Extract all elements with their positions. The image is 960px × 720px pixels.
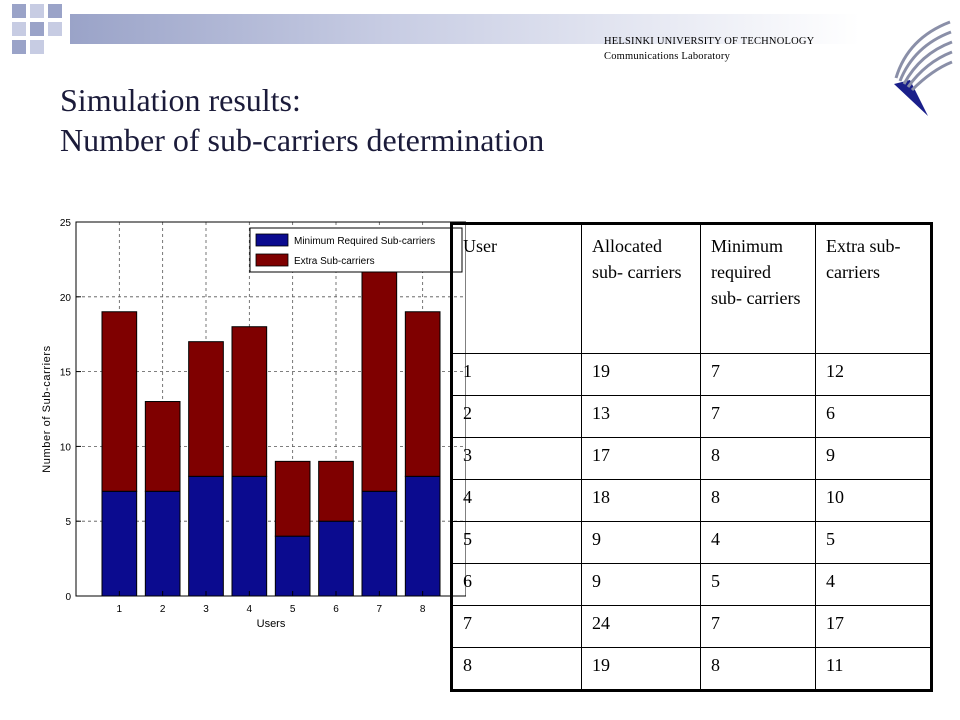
table-cell: 19 xyxy=(582,354,701,396)
table-row xyxy=(452,480,932,522)
table-row xyxy=(452,522,932,564)
legend-swatch xyxy=(256,234,288,246)
bar-extra xyxy=(102,312,137,492)
y-tick-label: 10 xyxy=(59,442,71,454)
table-cell: 8 xyxy=(701,480,816,522)
table-cell: 17 xyxy=(582,438,701,480)
bar-extra xyxy=(232,327,267,477)
table-cell: 4 xyxy=(816,564,932,606)
table-cell: 24 xyxy=(582,606,701,648)
bar-min-required xyxy=(145,491,180,596)
bar-min-required xyxy=(189,476,224,596)
bar-min-required xyxy=(362,491,397,596)
header-allocated: Allocated sub- carriers xyxy=(582,224,701,354)
table-cell: 9 xyxy=(582,564,701,606)
table-cell: 7 xyxy=(701,354,816,396)
x-tick-label: 2 xyxy=(159,604,166,615)
x-axis-label: Users xyxy=(256,618,286,630)
university-logo-icon xyxy=(888,18,954,118)
table-header-row xyxy=(452,224,932,354)
header-user: User xyxy=(452,224,582,354)
deco-square xyxy=(12,22,26,36)
title-line-1: Simulation results: xyxy=(60,82,301,118)
table-cell: 9 xyxy=(816,438,932,480)
y-tick-label: 0 xyxy=(65,592,71,603)
table-cell: 10 xyxy=(816,480,932,522)
legend-swatch xyxy=(256,254,288,266)
bar-extra xyxy=(405,312,440,477)
y-tick-label: 20 xyxy=(59,292,71,304)
table-row xyxy=(452,606,932,648)
table-cell: 3 xyxy=(452,438,582,480)
y-tick-label: 5 xyxy=(65,517,71,529)
table-cell: 18 xyxy=(582,480,701,522)
bar-extra xyxy=(362,237,397,491)
table-cell: 2 xyxy=(452,396,582,438)
table-cell: 1 xyxy=(452,354,582,396)
bar-min-required xyxy=(232,476,267,596)
deco-square xyxy=(30,22,44,36)
x-tick-label: 5 xyxy=(289,604,296,615)
table-cell: 7 xyxy=(701,606,816,648)
deco-square xyxy=(12,40,26,54)
legend-label: Minimum Required Sub-carriers xyxy=(294,236,436,247)
bar-min-required xyxy=(319,521,354,596)
table-row xyxy=(452,354,932,396)
bar-extra xyxy=(189,342,224,477)
bar-min-required xyxy=(275,536,310,596)
x-tick-label: 4 xyxy=(246,604,253,615)
bar-min-required xyxy=(405,476,440,596)
table-row xyxy=(452,648,932,691)
table-row xyxy=(452,564,932,606)
table-cell: 17 xyxy=(816,606,932,648)
deco-square xyxy=(30,40,44,54)
y-axis-label: Number of Sub-carriers xyxy=(41,345,53,473)
bar-extra xyxy=(319,461,354,521)
table-row xyxy=(452,396,932,438)
header-minimum: Minimum required sub- carriers xyxy=(701,224,816,354)
table-cell: 13 xyxy=(582,396,701,438)
deco-square xyxy=(30,4,44,18)
table-cell: 9 xyxy=(582,522,701,564)
legend-label: Extra Sub-carriers xyxy=(294,256,375,267)
x-tick-label: 8 xyxy=(419,604,426,615)
x-tick-label: 1 xyxy=(116,604,123,615)
bar-min-required xyxy=(102,491,137,596)
table-cell: 6 xyxy=(816,396,932,438)
table-cell: 19 xyxy=(582,648,701,691)
university-header xyxy=(604,34,814,64)
table-cell: 7 xyxy=(452,606,582,648)
deco-square xyxy=(12,4,26,18)
subcarrier-table xyxy=(450,222,933,692)
table-row xyxy=(452,438,932,480)
table-cell: 5 xyxy=(816,522,932,564)
table-cell: 5 xyxy=(452,522,582,564)
bar-extra xyxy=(275,461,310,536)
table-cell: 8 xyxy=(452,648,582,691)
table-cell: 6 xyxy=(452,564,582,606)
table-cell: 5 xyxy=(701,564,816,606)
table-cell: 7 xyxy=(701,396,816,438)
table-cell: 12 xyxy=(816,354,932,396)
table-cell: 4 xyxy=(452,480,582,522)
lab-name: Communications Laboratory xyxy=(604,51,731,62)
stacked-bar-chart xyxy=(36,210,466,640)
x-tick-label: 7 xyxy=(376,604,383,615)
deco-square xyxy=(48,4,62,18)
table-cell: 4 xyxy=(701,522,816,564)
x-tick-label: 3 xyxy=(203,604,209,615)
y-tick-label: 15 xyxy=(59,367,71,379)
header-extra: Extra sub- carriers xyxy=(816,224,932,354)
table-cell: 11 xyxy=(816,648,932,691)
slide-title xyxy=(60,80,544,160)
table-cell: 8 xyxy=(701,648,816,691)
table-cell: 8 xyxy=(701,438,816,480)
university-name: HELSINKI UNIVERSITY OF TECHNOLOGY xyxy=(604,36,815,47)
title-line-2: Number of sub-carriers determination xyxy=(60,122,545,158)
deco-square xyxy=(48,22,62,36)
bar-extra xyxy=(145,402,180,492)
y-tick-label: 25 xyxy=(59,218,71,229)
x-tick-label: 6 xyxy=(333,604,339,615)
